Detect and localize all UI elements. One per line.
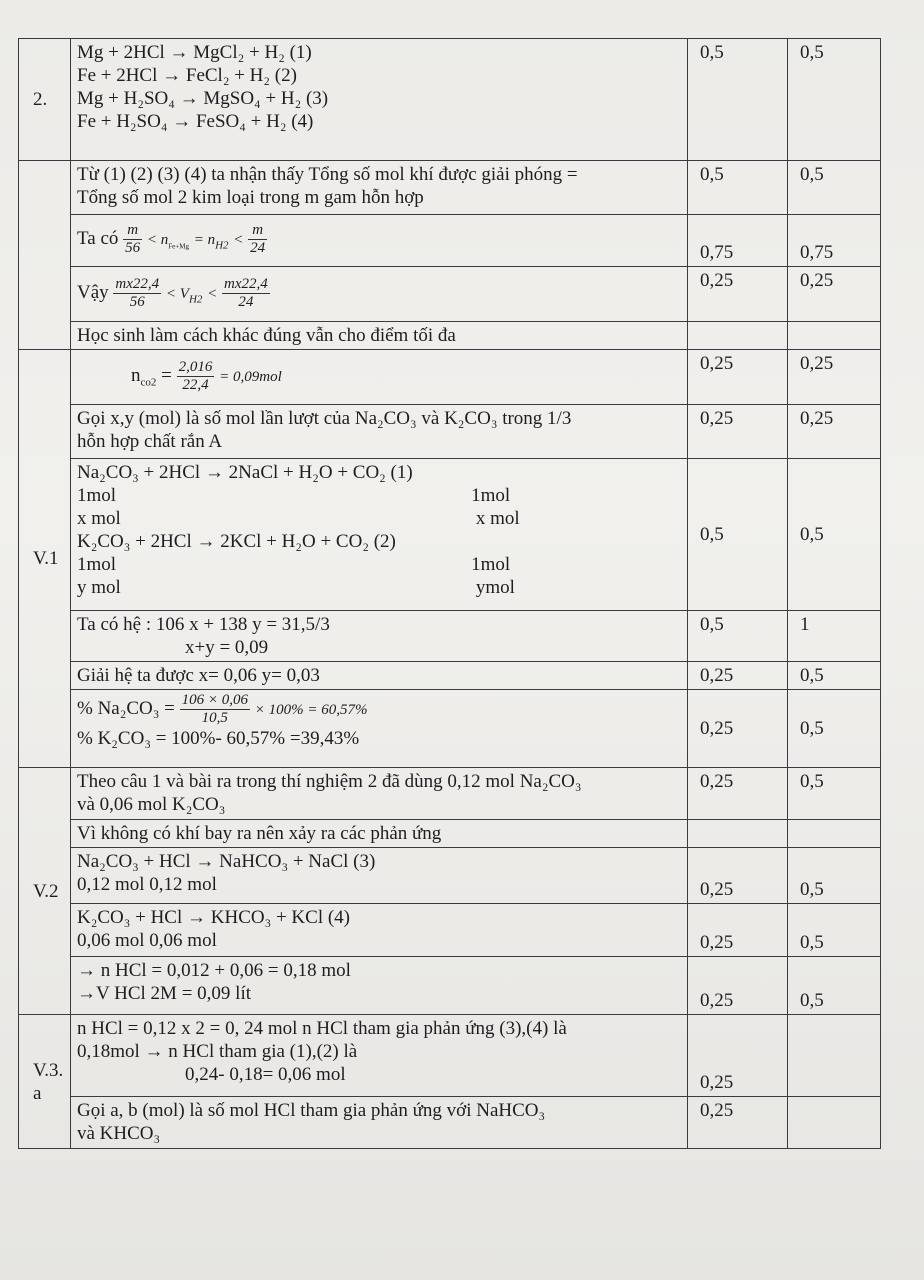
score-cell: 0,5 bbox=[688, 39, 788, 161]
section-label bbox=[19, 161, 71, 350]
score-cell: 0,25 bbox=[688, 350, 788, 405]
score-cell: 0,5 bbox=[788, 39, 881, 161]
content-cell: Từ (1) (2) (3) (4) ta nhận thấy Tổng số mol khí được giải phóng = Tổng số mol 2 kim loại trong m gam hỗn hợp bbox=[71, 161, 688, 215]
score-cell: 0,5 bbox=[788, 904, 881, 957]
content-cell: Ta có hệ : 106 x + 138 y = 31,5/3 x+y = 0,09 bbox=[71, 611, 688, 662]
score-cell: 0,25 bbox=[688, 957, 788, 1015]
section-label: V.2 bbox=[19, 768, 71, 1015]
table-row bbox=[19, 690, 881, 768]
score-cell: 0,75 bbox=[788, 215, 881, 267]
content-cell: Mg + 2HCl → MgCl₂ + H₂ (1) Fe + 2HCl → FeCl₂ + H₂ (2) Mg + H₂SO₄ → MgSO₄ + H₂ (3) Fe + H₂SO₄ → FeSO₄ + H₂ (4) bbox=[71, 39, 688, 161]
score-cell bbox=[788, 322, 881, 350]
section-label: 2. bbox=[19, 39, 71, 161]
content-cell: Học sinh làm cách khác đúng vẫn cho điểm tối đa bbox=[71, 322, 688, 350]
content-cell: → n HCl = 0,012 + 0,06 = 0,18 mol →V HCl 2M = 0,09 lít bbox=[71, 957, 688, 1015]
fraction: $\frac{m}{24}$ bbox=[250, 222, 266, 257]
table-row bbox=[19, 350, 881, 405]
answer-table bbox=[18, 38, 881, 1149]
score-cell: 0,5 bbox=[688, 161, 788, 215]
score-cell bbox=[788, 1097, 881, 1149]
score-cell: 0,25 bbox=[688, 848, 788, 904]
score-cell: 0,25 bbox=[788, 350, 881, 405]
score-cell: 0,5 bbox=[788, 957, 881, 1015]
table-row bbox=[19, 848, 881, 904]
table-row bbox=[19, 1015, 881, 1097]
table-row bbox=[19, 322, 881, 350]
table-row bbox=[19, 662, 881, 690]
score-cell: 0,5 bbox=[788, 459, 881, 611]
content-cell: Gọi x,y (mol) là số mol lần lượt của Na₂CO₃ và K₂CO₃ trong 1/3 hỗn hợp chất rắn A bbox=[71, 405, 688, 459]
content-cell: Giải hệ ta được x= 0,06 y= 0,03 bbox=[71, 662, 688, 690]
section-label: V.3. a bbox=[19, 1015, 71, 1149]
score-cell: 0,25 bbox=[688, 662, 788, 690]
table-row bbox=[19, 820, 881, 848]
score-cell: 0,25 bbox=[688, 405, 788, 459]
score-cell: 0,25 bbox=[688, 1015, 788, 1097]
score-cell: 0,5 bbox=[788, 768, 881, 820]
score-cell bbox=[788, 1015, 881, 1097]
content-cell: % Na₂CO₃ = $\frac{106 \times 0,06}{10,5}$ × 100% = 60,57% % K₂CO₃ = 100%- 60,57% =39,43% bbox=[71, 690, 688, 768]
score-cell: 0,5 bbox=[788, 690, 881, 768]
score-cell bbox=[788, 820, 881, 848]
content-cell: Theo câu 1 và bài ra trong thí nghiệm 2 đã dùng 0,12 mol Na₂CO₃ và 0,06 mol K₂CO₃ bbox=[71, 768, 688, 820]
fraction: $\frac{106 \times 0,06}{10,5}$ bbox=[181, 692, 248, 726]
score-cell: 0,5 bbox=[788, 848, 881, 904]
content-cell: n HCl = 0,12 x 2 = 0, 24 mol n HCl tham gia phản ứng (3),(4) là 0,18mol → n HCl tham gia (1),(2) là 0,24- 0,18= 0,06 mol bbox=[71, 1015, 688, 1097]
score-cell: 0,5 bbox=[688, 459, 788, 611]
table-row bbox=[19, 768, 881, 820]
content-cell: K₂CO₃ + HCl → KHCO₃ + KCl (4) 0,06 mol 0,06 mol bbox=[71, 904, 688, 957]
table-row bbox=[19, 459, 881, 611]
score-cell: 0,5 bbox=[788, 662, 881, 690]
score-cell: 0,5 bbox=[788, 161, 881, 215]
score-cell bbox=[688, 322, 788, 350]
content-cell: Na₂CO₃ + HCl → NaHCO₃ + NaCl (3) 0,12 mol 0,12 mol bbox=[71, 848, 688, 904]
content-cell: Ta có $\frac{m}{56}$ < $n_{Fe+Mg} = n_{H2}$ < $\frac{m}{24}$ bbox=[71, 215, 688, 267]
table-row bbox=[19, 904, 881, 957]
fraction: $\frac{mx22,4}{24}$ bbox=[224, 276, 268, 311]
score-cell: 0,25 bbox=[688, 768, 788, 820]
table-row bbox=[19, 1097, 881, 1149]
score-cell: 0,25 bbox=[688, 904, 788, 957]
score-cell: 0,75 bbox=[688, 215, 788, 267]
score-cell: 0,25 bbox=[788, 267, 881, 322]
score-cell: 0,25 bbox=[788, 405, 881, 459]
score-cell: 1 bbox=[788, 611, 881, 662]
content-cell: Vậy $\frac{mx22,4}{56}$ < $V_{H2}$ < $\frac{mx22,4}{24}$ bbox=[71, 267, 688, 322]
table-row bbox=[19, 39, 881, 161]
table-row bbox=[19, 405, 881, 459]
content-cell: $n_{co2}$ = $\frac{2,016}{22,4}$ = 0,09mol bbox=[71, 350, 688, 405]
content-cell: Gọi a, b (mol) là số mol HCl tham gia phản ứng với NaHCO₃ và KHCO₃ bbox=[71, 1097, 688, 1149]
table-row bbox=[19, 267, 881, 322]
table-row bbox=[19, 611, 881, 662]
fraction: $\frac{mx22,4}{56}$ bbox=[115, 276, 160, 311]
section-label: V.1 bbox=[19, 350, 71, 768]
score-cell: 0,25 bbox=[688, 1097, 788, 1149]
content-cell: Vì không có khí bay ra nên xảy ra các phản ứng bbox=[71, 820, 688, 848]
score-cell bbox=[688, 820, 788, 848]
table-row bbox=[19, 161, 881, 215]
score-cell: 0,5 bbox=[688, 611, 788, 662]
table-row bbox=[19, 957, 881, 1015]
score-cell: 0,25 bbox=[688, 267, 788, 322]
fraction: $\frac{m}{56}$ bbox=[125, 222, 141, 257]
content-cell: Na₂CO₃ + 2HCl → 2NaCl + H₂O + CO₂ (1) 1mol 1mol x mol x mol K₂CO₃ + 2HCl → 2KCl + H₂O + CO₂ (2) 1mol 1mol y mol ymol bbox=[71, 459, 688, 611]
table-row bbox=[19, 215, 881, 267]
fraction: $\frac{2,016}{22,4}$ bbox=[178, 359, 213, 394]
score-cell: 0,25 bbox=[688, 690, 788, 768]
